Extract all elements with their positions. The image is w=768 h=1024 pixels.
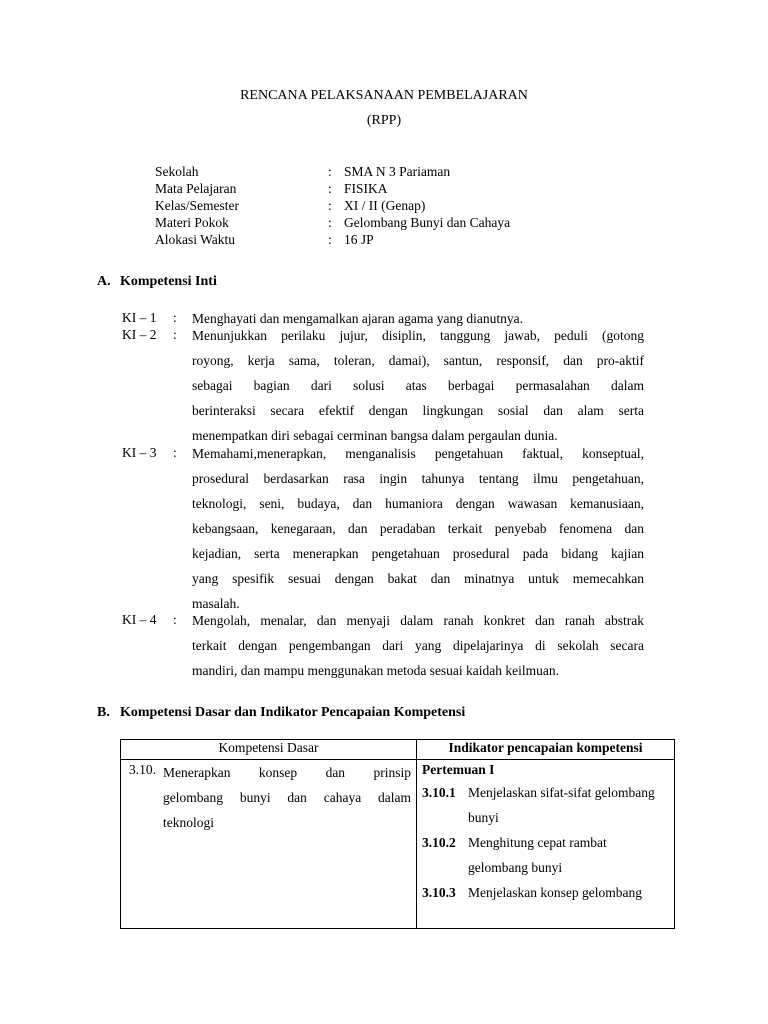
kd-cell [121, 760, 417, 929]
ki-2-line: berinteraksi secara efektif dengan lingkungan sosial dan alam serta [192, 403, 644, 418]
info-value-mata-pelajaran: FISIKA [344, 181, 388, 196]
ki-2-line: Menunjukkan perilaku jujur, disiplin, tanggung jawab, peduli (gotong [192, 328, 644, 343]
indikator-line: Menghitung cepat rambat [468, 835, 607, 850]
table-header-indikator: Indikator pencapaian kompetensi [417, 740, 675, 760]
info-value-kelas-semester: XI / II (Genap) [344, 198, 426, 213]
ki-3-line: Memahami,menerapkan, menganalisis pengetahuan faktual, konseptual, [192, 446, 644, 461]
info-value-sekolah: SMA N 3 Pariaman [344, 164, 451, 179]
indikator-line: bunyi [468, 810, 499, 825]
ki-3-line: masalah. [192, 596, 240, 611]
document-subtitle: (RPP) [366, 113, 402, 128]
info-colon: : [328, 215, 332, 230]
ki-2-text [192, 323, 644, 448]
ki-1-line: Menghayati dan mengamalkan ajaran agama yang dianutnya. [192, 311, 523, 326]
info-label-alokasi-waktu: Alokasi Waktu [155, 232, 236, 247]
info-colon: : [328, 164, 332, 179]
ki-3-line: prosedural berdasarkan rasa ingin tahunya tentang ilmu pengetahuan, [192, 471, 644, 486]
info-colon: : [328, 181, 332, 196]
ki-3-line: kejadian, serta menerapkan pengetahuan prosedural pada bidang kajian [192, 546, 644, 561]
info-value-alokasi-waktu: 16 JP [344, 232, 374, 247]
table-header-kompetensi-dasar: Kompetensi Dasar [121, 740, 417, 760]
ki-3-line: yang spesifik sesuai dengan bakat dan minatnya untuk memecahkan [192, 571, 644, 586]
kd-line: teknologi [163, 815, 214, 830]
indikator-item [422, 885, 642, 901]
ki-colon: : [173, 310, 177, 325]
ki-2-label: KI – 2 [122, 327, 157, 342]
section-b-letter: B. [97, 705, 110, 720]
indikator-number: 3.10.1 [422, 785, 456, 800]
document-title: RENCANA PELAKSANAAN PEMBELAJARAN [240, 88, 528, 103]
info-label-kelas-semester: Kelas/Semester [155, 198, 239, 213]
ki-3-line: teknologi, seni, budaya, dan humaniora dengan wawasan kemanusiaan, [192, 496, 644, 511]
info-value-materi-pokok: Gelombang Bunyi dan Cahaya [344, 215, 511, 230]
kd-number: 3.10. [129, 762, 156, 777]
ki-colon: : [173, 445, 177, 460]
indikator-item [422, 835, 607, 851]
indikator-cell [417, 760, 675, 929]
ki-2-line: sebagai bagian dari solusi atas berbagai permasalahan dalam [192, 378, 644, 393]
indikator-number: 3.10.3 [422, 885, 456, 900]
indikator-line: gelombang bunyi [468, 860, 563, 875]
ki-colon: : [173, 327, 177, 342]
kd-line: Menerapkan konsep dan prinsip [163, 765, 411, 780]
info-colon: : [328, 198, 332, 213]
ki-2-line: menempatkan diri sebagai cerminan bangsa dalam pergaulan dunia. [192, 428, 558, 443]
ki-4-line: terkait dengan pengembangan dari yang dipelajarinya di sekolah secara [192, 638, 644, 653]
ki-4-line: mandiri, dan mampu menggunakan metoda sesuai kaidah keilmuan. [192, 663, 560, 678]
section-a-letter: A. [97, 274, 111, 289]
ki-1-label: KI – 1 [122, 310, 157, 325]
indikator-item [422, 785, 655, 801]
ki-3-label: KI – 3 [122, 445, 157, 460]
ki-colon: : [173, 612, 177, 627]
info-label-sekolah: Sekolah [155, 164, 199, 179]
indikator-line: Menjelaskan sifat-sifat gelombang [468, 785, 655, 800]
indikator-line: Menjelaskan konsep gelombang [468, 885, 642, 900]
kd-text [163, 760, 411, 835]
ki-3-text [192, 441, 644, 616]
info-label-mata-pelajaran: Mata Pelajaran [155, 181, 237, 196]
info-colon: : [328, 232, 332, 247]
ki-4-text [192, 608, 644, 683]
kompetensi-table [120, 739, 675, 929]
section-b-heading: Kompetensi Dasar dan Indikator Pencapaian Kompetensi [120, 705, 466, 720]
ki-3-line: kebangsaan, kenegaraan, dan peradaban terkait penyebab fenomena dan [192, 521, 644, 536]
ki-4-line: Mengolah, menalar, dan menyaji dalam ranah konkret dan ranah abstrak [192, 613, 644, 628]
info-label-materi-pokok: Materi Pokok [155, 215, 229, 230]
ki-2-line: royong, kerja sama, toleran, damai), santun, responsif, dan pro-aktif [192, 353, 644, 368]
section-a-heading: Kompetensi Inti [120, 274, 217, 289]
kd-line: gelombang bunyi dan cahaya dalam [163, 790, 411, 805]
indikator-number: 3.10.2 [422, 835, 456, 850]
pertemuan-title: Pertemuan I [422, 762, 495, 777]
ki-4-label: KI – 4 [122, 612, 157, 627]
